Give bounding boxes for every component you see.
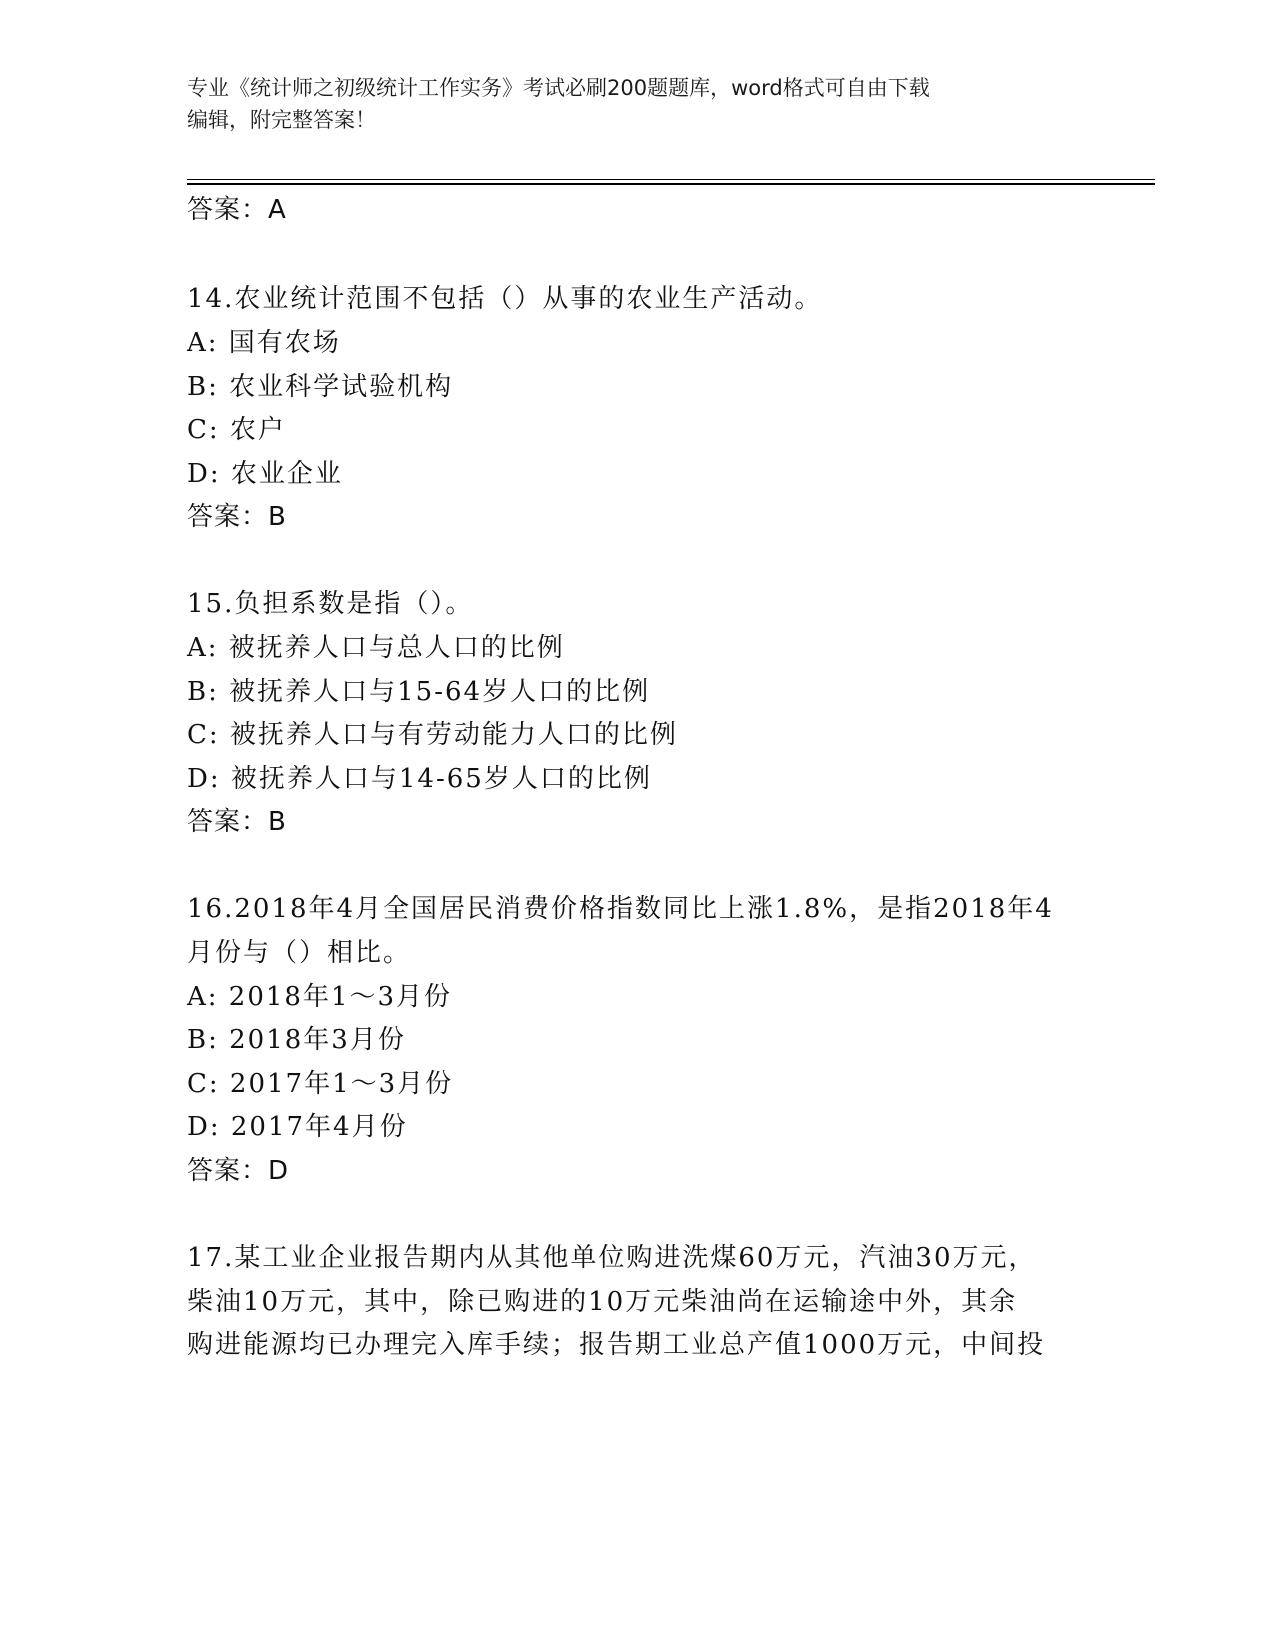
question-16-option-c: C: 2017年1～3月份 — [187, 1069, 454, 1099]
question-15-answer: 答案：B — [187, 807, 287, 837]
question-15-stem: 15.负担系数是指（）。 — [187, 589, 474, 619]
question-14-option-b: B: 农业科学试验机构 — [187, 372, 454, 402]
question-16-option-a: A: 2018年1～3月份 — [187, 982, 453, 1012]
question-15-option-a: A: 被抚养人口与总人口的比例 — [187, 633, 565, 663]
header-divider-thin — [187, 179, 1155, 180]
header-line-1: 专业《统计师之初级统计工作实务》考试必刷200题题库，word格式可自由下载 — [187, 76, 930, 100]
question-17-stem-line-2: 柴油10万元，其中，除已购进的10万元柴油尚在运输途中外，其余 — [187, 1287, 1018, 1317]
question-15-option-d: D: 被抚养人口与14-65岁人口的比例 — [187, 764, 652, 794]
question-14-stem: 14.农业统计范围不包括（）从事的农业生产活动。 — [187, 284, 823, 314]
question-16-stem-line-2: 月份与（）相比。 — [187, 938, 412, 968]
header-line-2: 编辑，附完整答案！ — [187, 108, 376, 132]
question-16-stem-line-1: 16.2018年4月全国居民消费价格指数同比上涨1.8%，是指2018年4 — [187, 894, 1054, 924]
question-16-option-b: B: 2018年3月份 — [187, 1025, 406, 1055]
answer-previous: 答案：A — [187, 195, 287, 225]
header-divider-thick — [187, 183, 1155, 185]
question-15-option-c: C: 被抚养人口与有劳动能力人口的比例 — [187, 720, 678, 750]
question-14-option-a: A: 国有农场 — [187, 328, 341, 358]
question-16-answer: 答案：D — [187, 1156, 290, 1186]
question-17-stem-line-3: 购进能源均已办理完入库手续；报告期工业总产值1000万元，中间投 — [187, 1330, 1046, 1360]
question-14-answer: 答案：B — [187, 502, 287, 532]
document-header — [187, 72, 1067, 136]
question-17-stem-line-1: 17.某工业企业报告期内从其他单位购进洗煤60万元，汽油30万元， — [187, 1243, 1037, 1273]
question-15-option-b: B: 被抚养人口与15-64岁人口的比例 — [187, 677, 651, 707]
question-16-option-d: D: 2017年4月份 — [187, 1112, 408, 1142]
question-14-option-c: C: 农户 — [187, 415, 286, 445]
question-14-option-d: D: 农业企业 — [187, 459, 343, 489]
